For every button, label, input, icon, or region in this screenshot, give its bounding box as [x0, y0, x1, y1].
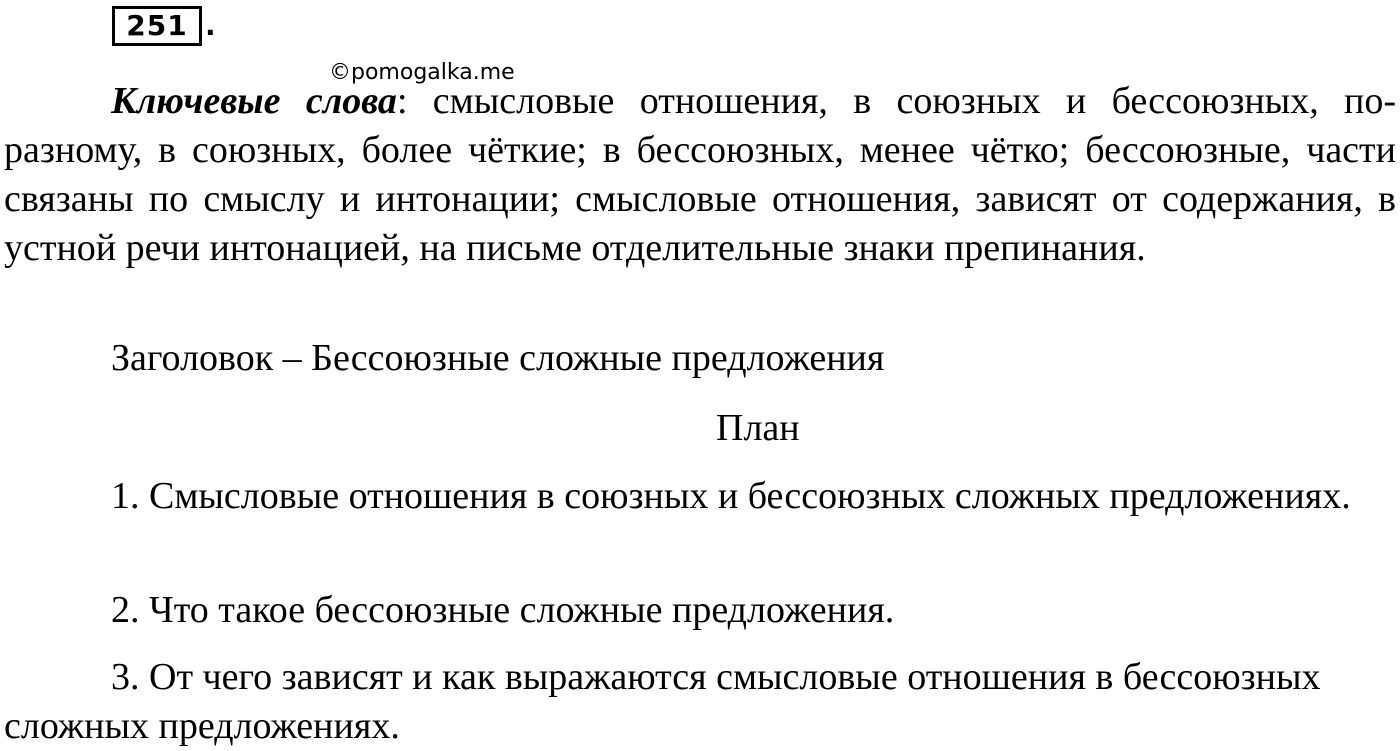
plan-item-2: 2. Что такое бессоюзные сложные предложения.	[111, 589, 895, 631]
keywords-text: : смысловые отношения, в союзных и бессоюзных, по-разному, в союзных, более чёткие; в бессоюзных, менее чётко; бессоюзные, части связаны по смыслу и интонации; смысловые отношения, зависят от содержания, в устной речи интонацией, на письме отделительные знаки препинания.	[4, 80, 1397, 269]
heading-line: Заголовок – Бессоюзные сложные предложения	[111, 337, 885, 379]
plan-item-1: 1. Смысловые отношения в союзных и бессоюзных сложных предложениях.	[111, 475, 1351, 517]
exercise-number-dot: .	[205, 9, 216, 42]
exercise-number: 251	[126, 9, 188, 42]
keywords-paragraph	[4, 77, 1396, 273]
plan-item-3: 3. От чего зависят и как выражаются смысловые отношения в бессоюзных сложных предложениях.	[4, 656, 1321, 747]
plan-title: План	[716, 407, 800, 449]
keywords-label: Ключевые слова	[111, 80, 397, 122]
watermark: ©pomogalka.me	[329, 60, 515, 85]
exercise-number-box	[112, 6, 202, 46]
